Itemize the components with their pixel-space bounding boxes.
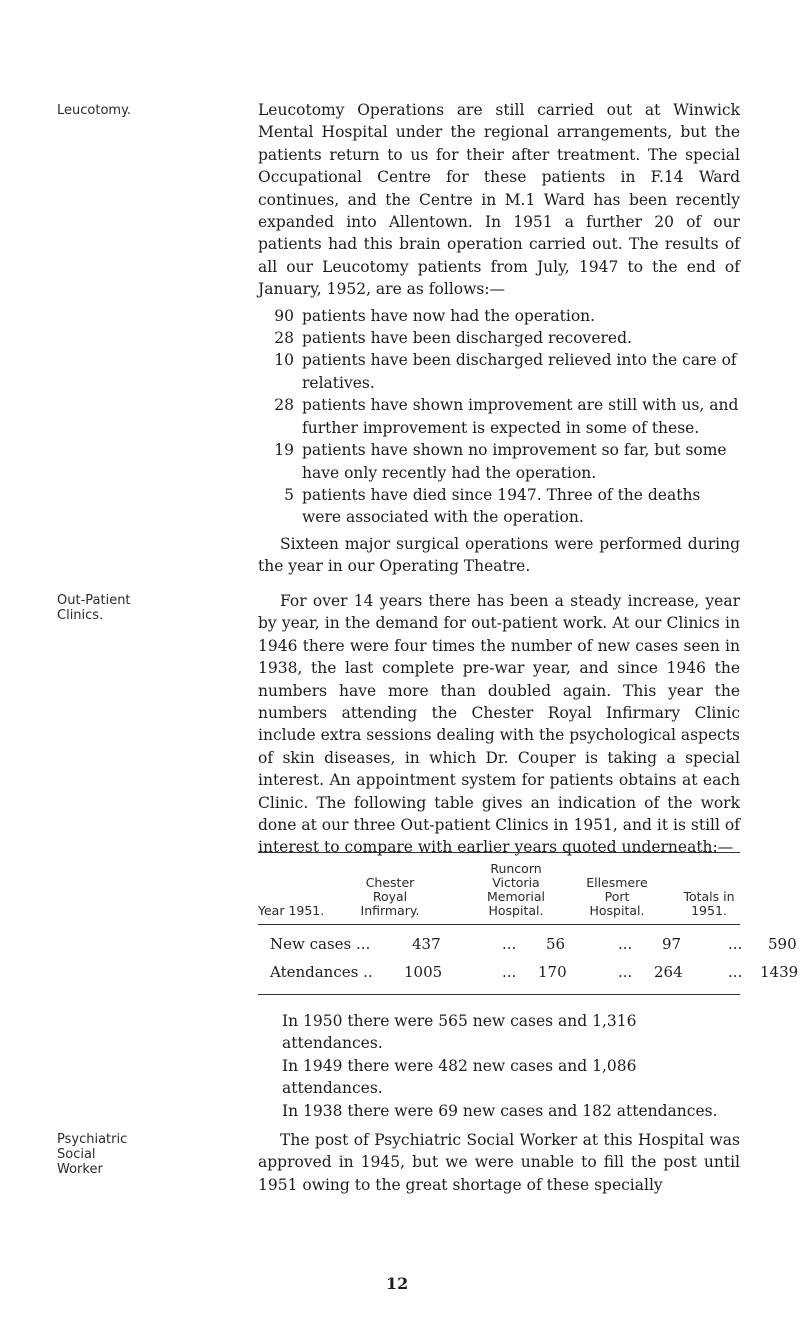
result-item: 90 patients have now had the operation.	[274, 306, 596, 325]
surgical-operations-text: Sixteen major surgical operations were performed during the year in our Operating Theatre.	[258, 534, 740, 576]
table-header-rule	[258, 924, 740, 925]
header-runcorn: Runcorn Victoria Memorial Hospital.	[486, 861, 546, 918]
result-item: 28 patients have been discharged recovered.	[274, 329, 632, 348]
header-year: Year 1951.	[258, 903, 325, 918]
result-item: 5 patients have died since 1947. Three of the deaths were associated with the operation.	[284, 485, 701, 527]
cell-runcorn: 170	[538, 963, 567, 981]
comparison-1950: In 1950 there were 565 new cases and 1,316 attendances.	[282, 1012, 637, 1053]
comparison-lines	[282, 1010, 742, 1122]
leucotomy-intro: Leucotomy Operations are still carried out at Winwick Mental Hospital under the regional arrangements, but the patients return to us for their after treatment. The special Occupational Centre for these patients in F.14 Ward continues, and the Centre in M.1 Ward has been recently expanded into Allentown. In 1951 a further 20 of our patients had this brain operation carried out. The results of all our Leucotomy patients from July, 1947 to the end of January, 1952, are as follows:—	[258, 101, 740, 299]
cell-chester: 437	[412, 935, 441, 953]
document-page: Leucotomy. Out-Patient Clinics. Psychiatric Social Worker Leucotomy Operations are still carried out at Winwick Mental Hospital under the regional arrangements, but the patients return to us for their after treatment. The special Occupational Centre for these patients in F.14 Ward continues, and the Centre in M.1 Ward has been recently expanded into Allentown. In 1951 a further 20 of our patients had this brain operation carried out. The results of all our Leucotomy patients from July, 1947 to the end of January, 1952, are as follows:— 90 patients have now had the operation. 28 patients have been discharged recovered. 10 patients have been discharged relieved into the care of relatives. 28 patients have shown improvement are still with us, and further improvement is expected in some of these. 19 patients have shown no improvement so far, but some have only recently had the operation. 5 patients have died since 1947. Three of the deaths were associated with the operation. Sixteen major surgical operations were performed during the year in our Operating Theatre. For over 14 years there has been a steady increase, year by year, in the demand for out-patient work. At our Clinics in 1946 there were four times the number of new cases seen in 1938, the last complete pre-war year, and since 1946 the numbers have more than doubled again. This year the numbers attending the Chester Royal Infirmary Clinic include extra sessions dealing with the psychological aspects of skin diseases, in which Dr. Couper is taking a special interest. An appointment system for patients obtains at each Clinic. The following table gives an indication of the work done at our three Out-patient Clinics in 1951, and it is still of interest to compare with earlier years quoted underneath:— Year 1951. Chester Royal Infirmary. Runcorn Victoria Memorial Hospital. Ellesmere Port Hospital. Totals in 1951. New cases ... 437 ... 56 ... 97 ... 590 Atendances .. 1005 ... 170 ... 264 ... 1439 In 1950 there were 565 new cases and 1,316 attendances. In 1949 there were 482 new cases and 1,086 attendances. In 1938 there were 69 new cases and 182 attendances. The post of Psychiatric Social Worker at this Hospital was approved in 1945, but we were unable to fill the post until 1951 owing to the great shortage of these specially 12	[57, 101, 799, 1293]
sidenote-psw-line2: Social	[57, 1147, 96, 1162]
page-number: 12	[386, 1274, 409, 1293]
cell-chester: 1005	[404, 963, 443, 981]
cell-ellesmere: 97	[662, 935, 682, 953]
sidenote-psw-line1: Psychiatric	[57, 1132, 128, 1147]
sidenote-psw-line3: Worker	[57, 1162, 103, 1177]
result-item: 28 patients have shown improvement are still with us, and further improvement is expected in some of these.	[274, 396, 739, 437]
cell-ellesmere: 264	[654, 963, 683, 981]
header-ellesmere: Ellesmere Port Hospital.	[586, 875, 648, 918]
sidenote-leucotomy: Leucotomy.	[57, 103, 132, 118]
outpatient-section	[258, 590, 740, 859]
sidenote-outpatient-line2: Clinics.	[57, 608, 104, 623]
sidenote-outpatient	[57, 593, 131, 623]
table-bottom-rule	[258, 994, 740, 995]
cell-runcorn: 56	[546, 935, 566, 953]
cell-totals: 590	[768, 935, 797, 953]
table-top-rule	[258, 852, 740, 853]
cell-totals: 1439	[760, 963, 799, 981]
sidenote-psw	[57, 1132, 127, 1177]
result-item: 10 patients have been discharged relieved into the care of relatives.	[274, 351, 737, 392]
comparison-1938: In 1938 there were 69 new cases and 182 attendances.	[282, 1101, 718, 1120]
outpatient-text: For over 14 years there has been a steady increase, year by year, in the demand for out-patient work. At our Clinics in 1946 there were four times the number of new cases seen in 1938, the last complete pre-war year, and since 1946 the numbers have more than doubled again. This year the numbers attending the Chester Royal Infirmary Clinic include extra sessions dealing with the psychological aspects of skin diseases, in which Dr. Couper is taking a special interest. An appointment system for patients obtains at each Clinic. The following table gives an indication of the work done at our three Out-patient Clinics in 1951, and it is still of interest to compare with earlier years quoted underneath:—	[258, 592, 741, 857]
psw-section	[258, 1129, 740, 1196]
comparison-1949: In 1949 there were 482 new cases and 1,086 attendances.	[282, 1056, 637, 1098]
row-label: Atendances ..	[270, 963, 373, 981]
sidenote-outpatient-line1: Out-Patient	[57, 593, 131, 608]
psw-text: The post of Psychiatric Social Worker at this Hospital was approved in 1945, but we were unable to fill the post until 1951 owing to the great shortage of these specially	[258, 1131, 740, 1194]
result-item: 19 patients have shown no improvement so far, but some have only recently had the operation.	[274, 441, 727, 482]
header-chester: Chester Royal Infirmary.	[360, 875, 420, 918]
row-label: New cases ...	[270, 935, 371, 953]
leucotomy-results	[274, 305, 740, 529]
leucotomy-section	[258, 99, 740, 578]
header-totals: Totals in 1951.	[683, 889, 735, 918]
